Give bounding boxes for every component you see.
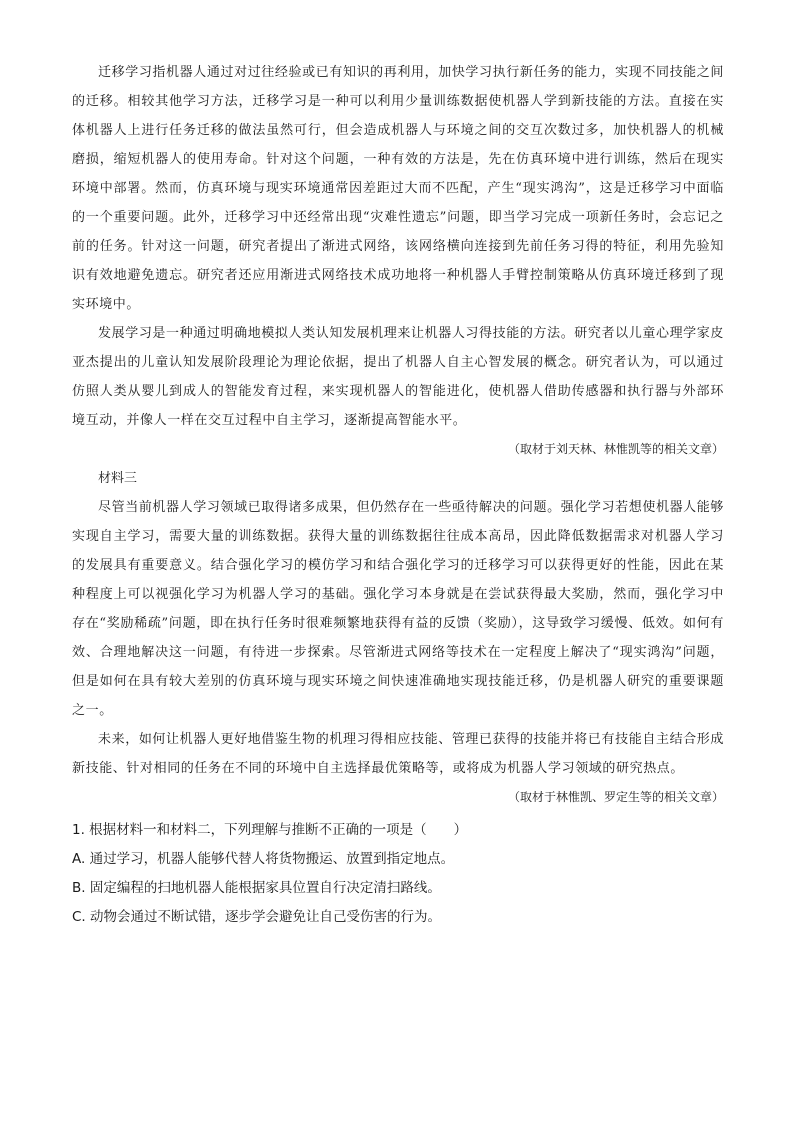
material3-paragraph-1: 尽管当前机器人学习领域已取得诸多成果，但仍然存在一些亟待解决的问题。强化学习若想使机器人能够实现自主学习，需要大量的训练数据。获得大量的训练数据往往成本高昂，因此降低数据需求对机器人学习的发展具有重要意义。结合强化学习的模仿学习和结合强化学习的迁移学习可以获得更好的性能，因此在某种程度上可以视强化学习为机器人学习的基础。强化学习本身就是在尝试获得最大奖励，然而，强化学习中存在“奖励稀疏”问题，即在执行任务时很难频繁地获得有益的反馈（奖励），这导致学习缓慢、低效。如何有效、合理地解决这一问题，有待进一步探索。尽管渐进式网络等技术在一定程度上解决了“现实鸿沟”问题，但是如何在具有较大差别的仿真环境与现实环境之间快速准确地实现技能迁移，仍是机器人研究的重要课题之一。	[72, 500, 724, 718]
document-page	[72, 58, 724, 932]
material3-heading: 材料三	[98, 471, 138, 486]
question-option-a: A. 通过学习，机器人能够代替人将货物搬运、放置到指定地点。	[72, 851, 455, 867]
material2-paragraph-1: 迁移学习指机器人通过对过往经验或已有知识的再利用，加快学习执行新任务的能力，实现不同技能之间的迁移。相较其他学习方法，迁移学习是一种可以利用少量训练数据使机器人学到新技能的方法。直接在实体机器人上进行任务迁移的做法虽然可行，但会造成机器人与环境之间的交互次数过多，加快机器人的机械磨损，缩短机器人的使用寿命。针对这个问题，一种有效的方法是，先在仿真环境中进行训练，然后在现实环境中部署。然而，仿真环境与现实环境通常因差距过大而不匹配，产生“现实鸿沟”，这是迁移学习中面临的一个重要问题。此外，迁移学习中还经常出现“灾难性遗忘”问题，即当学习完成一项新任务时，会忘记之前的任务。针对这一问题，研究者提出了渐进式网络，该网络横向连接到先前任务习得的特征，利用先验知识有效地避免遗忘。研究者还应用渐进式网络技术成功地将一种机器人手臂控制策略从仿真环境迁移到了现实环境中。	[72, 65, 724, 312]
material2-source: （取材于刘天林、林惟凯等的相关文章）	[507, 442, 724, 456]
material3-source: （取材于林惟凯、罗定生等的相关文章）	[507, 790, 724, 804]
question-stem: 1. 根据材料一和材料二，下列理解与推断不正确的一项是（ ）	[72, 822, 468, 838]
material2-paragraph-2: 发展学习是一种通过明确地模拟人类认知发展机理来让机器人习得技能的方法。研究者以儿童心理学家皮亚杰提出的儿童认知发展阶段理论为理论依据，提出了机器人自主心智发展的概念。研究者认为，可以通过仿照人类从婴儿到成人的智能发育过程，来实现机器人的智能进化，使机器人借助传感器和执行器与外部环境互动，并像人一样在交互过程中自主学习，逐渐提高智能水平。	[72, 326, 724, 428]
question-option-b: B. 固定编程的扫地机器人能根据家具位置自行决定清扫路线。	[72, 880, 441, 896]
question-option-c: C. 动物会通过不断试错，逐步学会避免让自己受伤害的行为。	[72, 909, 442, 925]
material3-paragraph-2: 未来，如何让机器人更好地借鉴生物的机理习得相应技能、管理已获得的技能并将已有技能自主结合形成新技能、针对相同的任务在不同的环境中自主选择最优策略等，或将成为机器人学习领域的研究热点。	[72, 732, 724, 776]
